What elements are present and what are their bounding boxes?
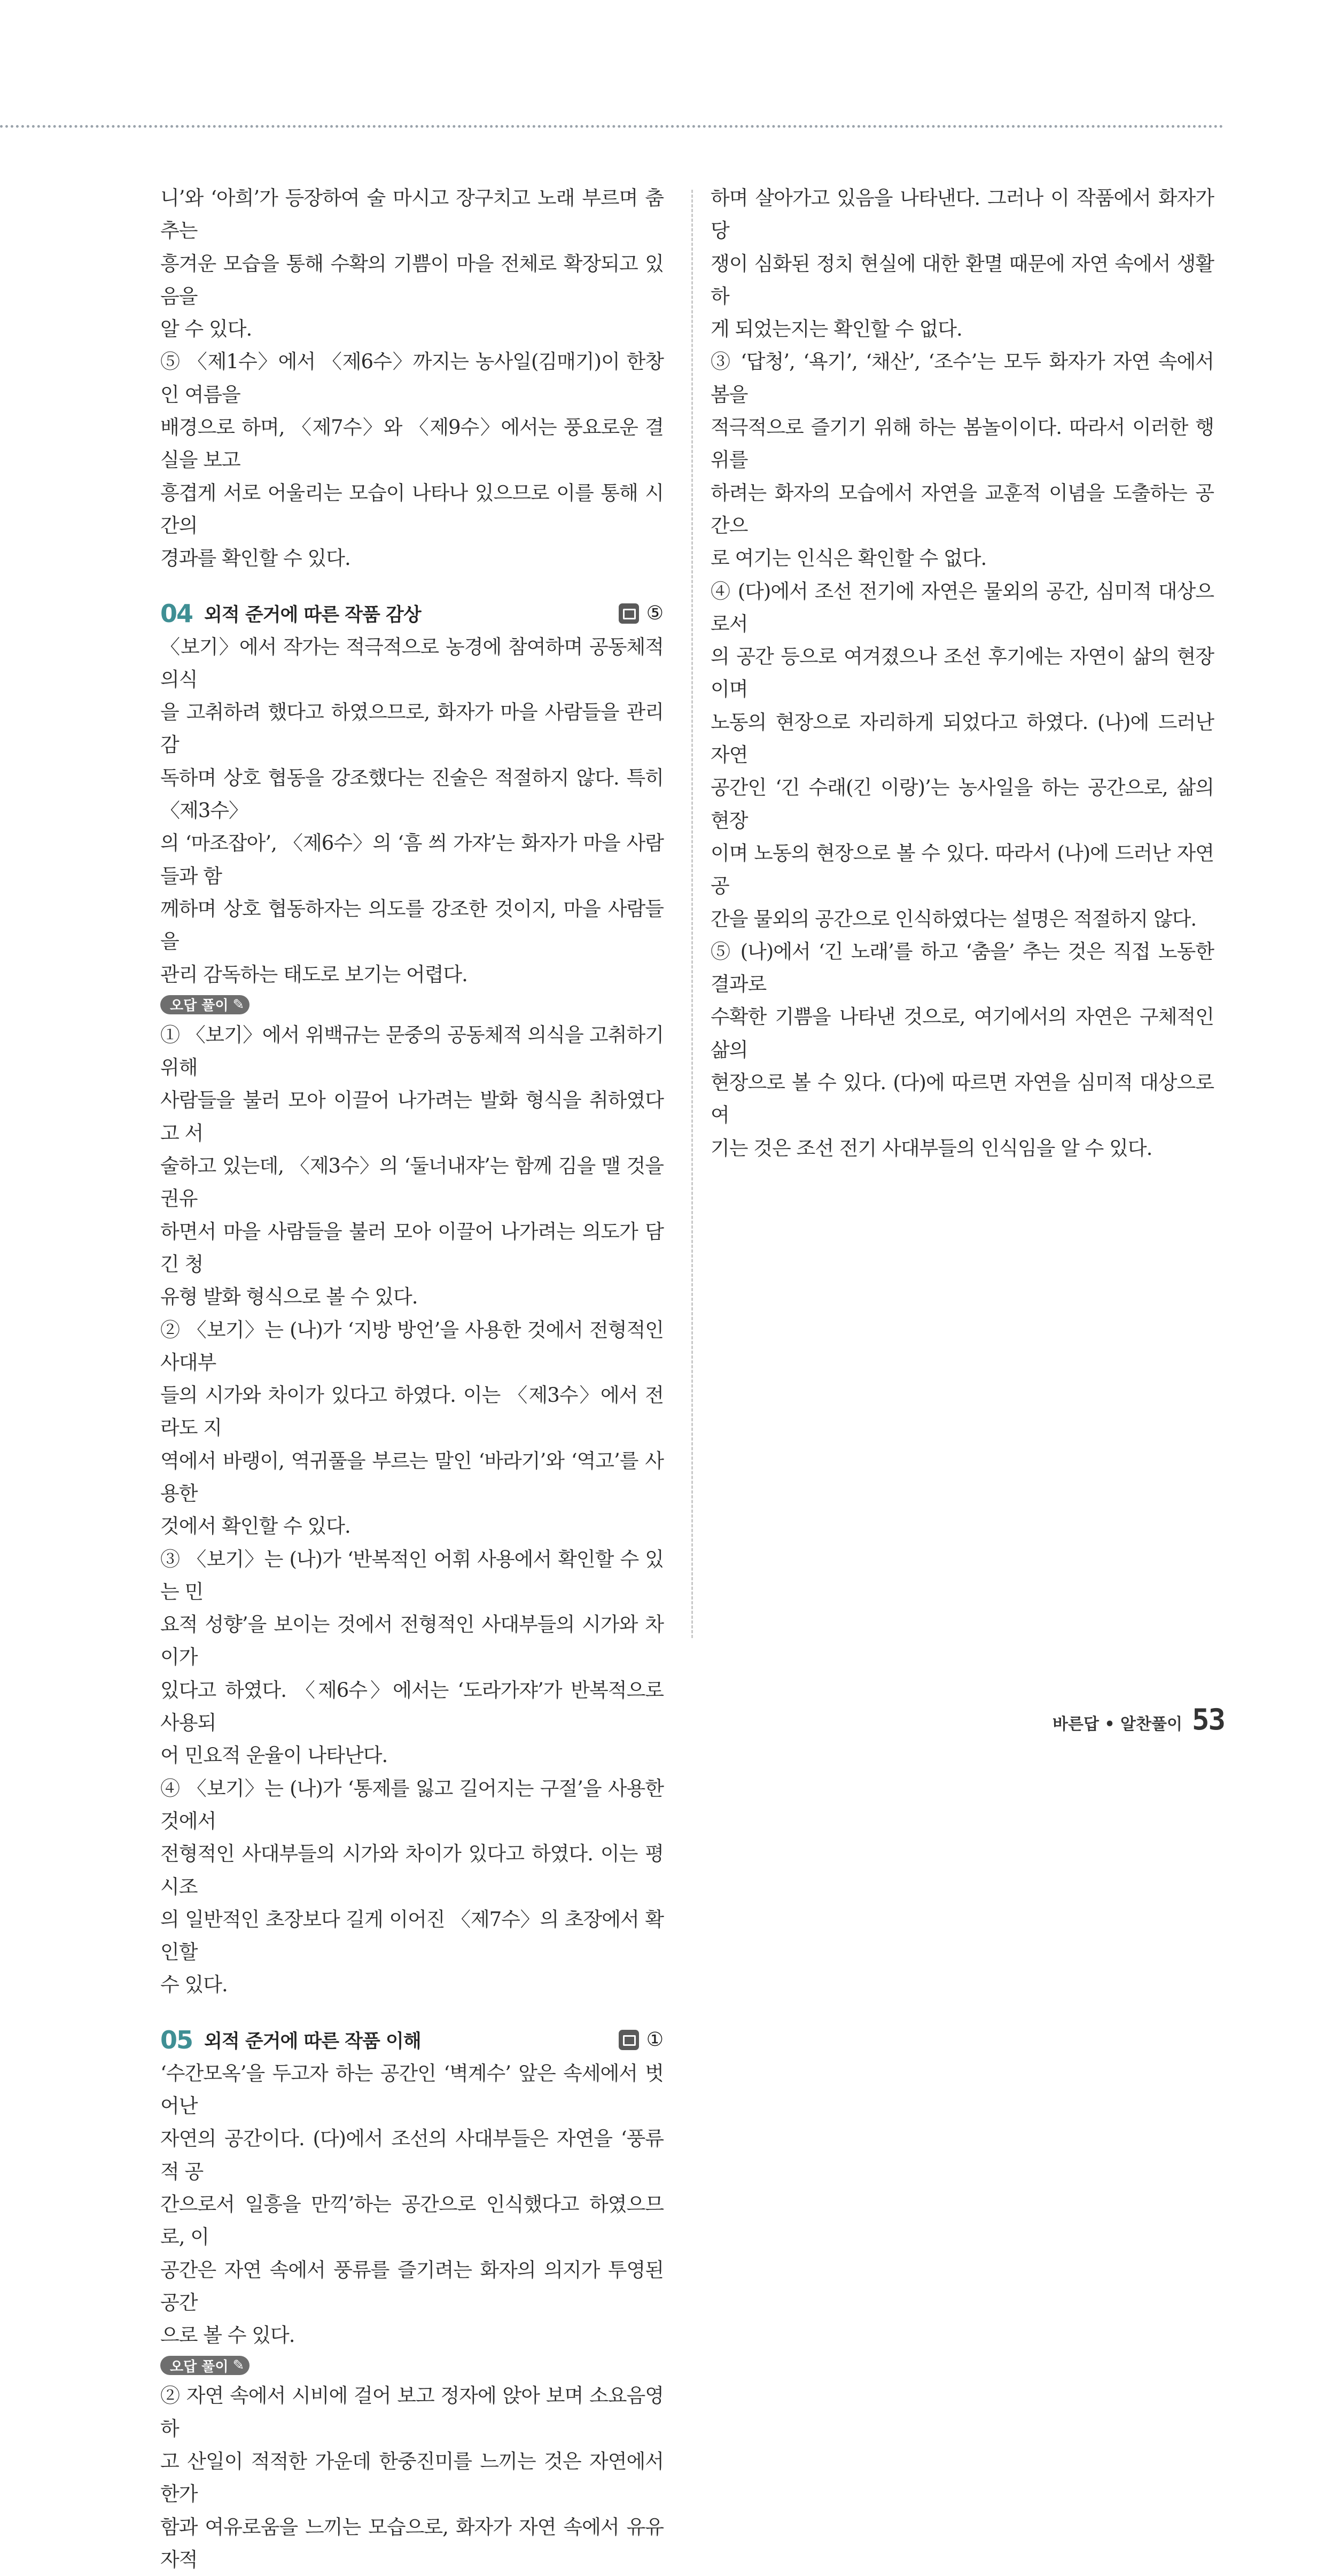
text-line: 쟁이 심화된 정치 현실에 대한 환멸 때문에 자연 속에서 생활하 [711,252,1214,308]
section-number: 05 [160,2025,193,2054]
intro-paragraph [160,182,664,575]
text-line: 고 산일이 적적한 가운데 한중진미를 느끼는 것은 자연에서 한가 [160,2450,664,2506]
text-line: ④ 〈보기〉는 (나)가 ‘통제를 잃고 길어지는 구절’을 사용한 것에서 [160,1776,664,1833]
text-line: 의 ‘마조잡아’, 〈제6수〉의 ‘흠 씌 가쟈’는 화자가 마을 사람들과 함 [160,832,664,888]
text-line: 을 고취하려 했다고 하였으므로, 화자가 마을 사람들을 관리 감 [160,701,664,757]
odap-label: 오답 풀이 [170,998,229,1014]
answer-value: ① [646,2029,664,2051]
text-line: 요적 성향’을 보이는 것에서 전형적인 사대부들의 시가와 차이가 [160,1613,664,1669]
text-line: 유형 발화 형식으로 볼 수 있다. [160,1285,418,1309]
section-04-odap [160,1019,664,2001]
text-line: 간으로서 일흥을 만끽’하는 공간으로 인식했다고 하였으므로, 이 [160,2192,664,2249]
text-line: 배경으로 하며, 〈제7수〉와 〈제9수〉에서는 풍요로운 결실을 보고 [160,416,664,472]
section-title: 외적 준거에 따른 작품 이해 [204,2030,421,2052]
odap-label: 오답 풀이 [170,2358,229,2375]
text-line: 게 되었는지는 확인할 수 없다. [711,317,962,341]
text-line: 의 공간 등으로 여겨졌으나 조선 후기에는 자연이 삶의 현장이며 [711,645,1214,701]
text-line: 의 일반적인 초장보다 길게 이어진 〈제7수〉의 초장에서 확인할 [160,1907,664,1964]
text-line: 자연의 공간이다. (다)에서 조선의 사대부들은 자연을 ‘풍류적 공 [160,2127,664,2183]
section-04-body [160,631,664,991]
text-line: 니’와 ‘아희’가 등장하여 술 마시고 장구치고 노래 부르며 춤추는 [160,187,664,243]
text-line: 노동의 현장으로 자리하게 되었다고 하였다. (나)에 드러난 자연 [711,710,1214,767]
text-line: ① 〈보기〉에서 위백규는 문중의 공동체적 의식을 고취하기 위해 [160,1023,664,1080]
text-line: 수 있다. [160,1973,228,1997]
text-line: 알 수 있다. [160,317,252,341]
text-line: ③ ‘답청’, ‘욕기’, ‘채산’, ‘조수’는 모두 화자가 자연 속에서 봄을 [711,350,1214,406]
text-line: 어 민요적 운율이 나타난다. [160,1744,388,1767]
section-title: 외적 준거에 따른 작품 감상 [204,604,421,626]
text-line: 역에서 바랭이, 역귀풀을 부르는 말인 ‘바라기’와 ‘역고’를 사용한 [160,1449,664,1505]
pencil-icon: ✎ [232,996,245,1013]
text-line: ③ 〈보기〉는 (나)가 ‘반복적인 어휘 사용에서 확인할 수 있는 민 [160,1547,664,1603]
text-line: 흥겹게 서로 어울리는 모습이 나타나 있으므로 이를 통해 시간의 [160,481,664,537]
text-line: 하려는 화자의 모습에서 자연을 교훈적 이념을 도출하는 공간으 [711,481,1214,537]
text-line: 로 여기는 인식은 확인할 수 없다. [711,547,987,570]
text-line: 기는 것은 조선 전기 사대부들의 인식임을 알 수 있다. [711,1136,1152,1160]
right-column [711,182,1214,1165]
text-line: 공간은 자연 속에서 풍류를 즐기려는 화자의 의지가 투영된 공간 [160,2258,664,2314]
text-line: 공간인 ‘긴 수래(긴 이랑)’는 농사일을 하는 공간으로, 삶의 현장 [711,776,1214,832]
section-05-header [160,2023,664,2057]
section-05-body [160,2057,664,2352]
footer-label: 바른답 • 알찬풀이 [1053,1715,1182,1734]
text-line: 흥겨운 모습을 통해 수확의 기쁨이 마을 전체로 확장되고 있음을 [160,252,664,308]
answer-icon [619,2030,639,2050]
text-line: ② 〈보기〉는 (나)가 ‘지방 방언’을 사용한 것에서 전형적인 사대부 [160,1318,664,1374]
odap-badge [160,2356,250,2375]
section-05-odap [160,2379,664,2576]
text-line: 하면서 마을 사람들을 불러 모아 이끌어 나가려는 의도가 담긴 청 [160,1220,664,1276]
page-number: 53 [1191,1703,1225,1736]
text-line: 간을 물외의 공간으로 인식하였다는 설명은 적절하지 않다. [711,907,1197,930]
top-dotted-rule [0,125,1223,128]
text-line: 독하며 상호 협동을 강조했다는 진술은 적절하지 않다. 특히 〈제3수〉 [160,766,664,823]
left-column [160,182,664,2576]
text-line: 〈보기〉에서 작가는 적극적으로 농경에 참여하며 공동체적 의식 [160,635,664,691]
text-line: 으로 볼 수 있다. [160,2324,295,2347]
text-line: 현장으로 볼 수 있다. (다)에 따르면 자연을 심미적 대상으로 여 [711,1071,1214,1127]
text-line: 들의 시가와 차이가 있다고 하였다. 이는 〈제3수〉에서 전라도 지 [160,1384,664,1440]
text-line: ‘수간모옥’을 두고자 하는 공간인 ‘벽계수’ 앞은 속세에서 벗어난 [160,2061,664,2118]
pencil-icon: ✎ [232,2357,245,2374]
text-line: 함과 여유로움을 느끼는 모습으로, 화자가 자연 속에서 유유자적 [160,2515,664,2571]
text-line: 수확한 기쁨을 나타낸 것으로, 여기에서의 자연은 구체적인 삶의 [711,1005,1214,1061]
text-line: 께하며 상호 협동하자는 의도를 강조한 것이지, 마을 사람들을 [160,897,664,953]
section-04-header [160,596,664,631]
text-line: 전형적인 사대부들의 시가와 차이가 있다고 하였다. 이는 평시조 [160,1842,664,1898]
text-line: 있다고 하였다. 〈제6수〉에서는 ‘도라가쟈’가 반복적으로 사용되 [160,1678,664,1735]
text-line: 이며 노동의 현장으로 볼 수 있다. 따라서 (나)에 드러난 자연 공 [711,841,1214,898]
page-footer [1053,1703,1225,1736]
text-line: ④ (다)에서 조선 전기에 자연은 물외의 공간, 심미적 대상으로서 [711,579,1214,635]
answer-value: ⑤ [646,602,664,625]
odap-badge [160,995,250,1014]
text-line: 하며 살아가고 있음을 나타낸다. 그러나 이 작품에서 화자가 당 [711,187,1214,243]
text-line: ② 자연 속에서 시비에 걸어 보고 정자에 앉아 보며 소요음영하 [160,2384,664,2440]
text-line: 관리 감독하는 태도로 보기는 어렵다. [160,963,467,986]
text-line: 것에서 확인할 수 있다. [160,1515,350,1538]
text-line: ⑤ (나)에서 ‘긴 노래’를 하고 ‘춤을’ 추는 것은 직접 노동한 결과로 [711,940,1214,996]
text-line: 술하고 있는데, 〈제3수〉의 ‘둘너내쟈’는 함께 김을 맬 것을 권유 [160,1154,664,1211]
text-line: 적극적으로 즐기기 위해 하는 봄놀이이다. 따라서 이러한 행위를 [711,416,1214,472]
text-line: 사람들을 불러 모아 이끌어 나가려는 발화 형식을 취하였다고 서 [160,1089,664,1145]
column-divider [691,190,693,1638]
text-line: ⑤ 〈제1수〉에서 〈제6수〉까지는 농사일(김매기)이 한창인 여름을 [160,350,664,406]
text-line: 경과를 확인할 수 있다. [160,547,350,570]
answer-icon [619,603,639,624]
section-number: 04 [160,599,193,628]
